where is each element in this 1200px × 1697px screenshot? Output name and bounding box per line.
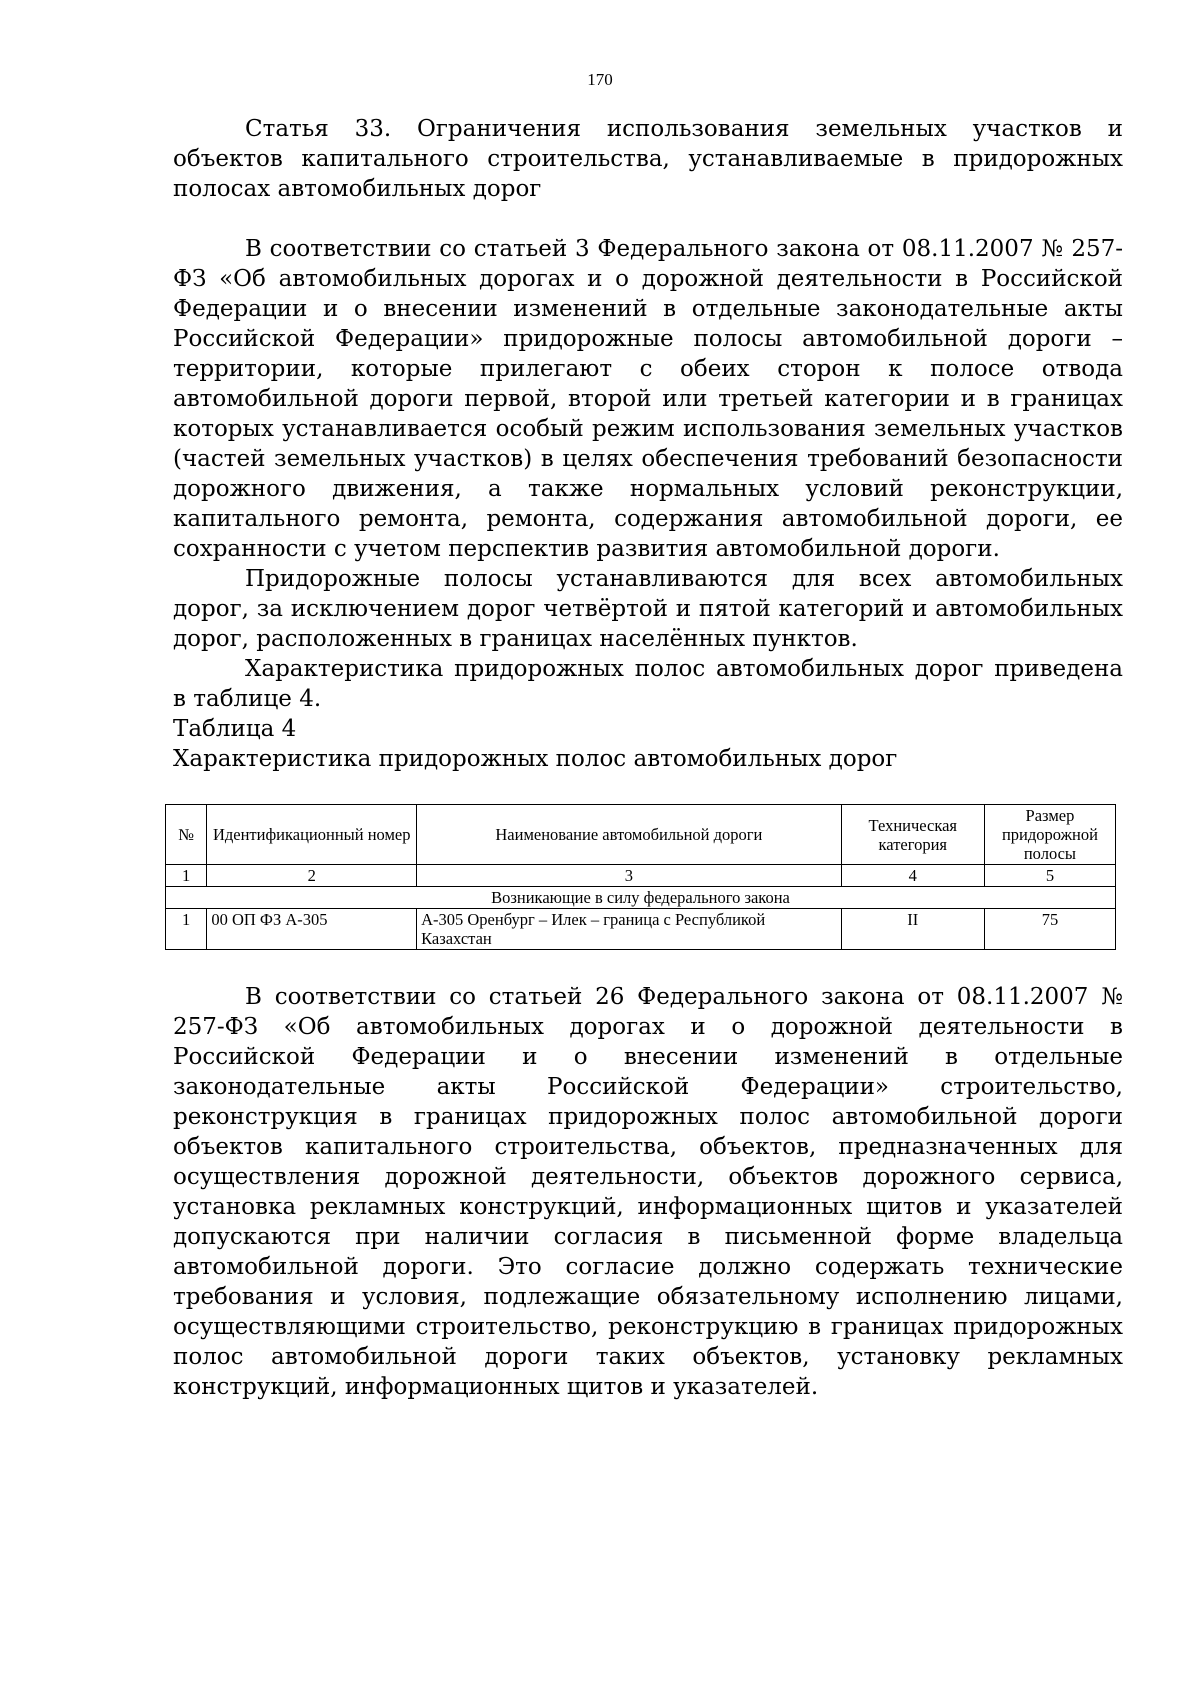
row-strip-size: 75 (984, 909, 1115, 950)
header-strip-size: Размер придорожной полосы (984, 805, 1115, 865)
row-road-name: А-305 Оренбург – Илек – граница с Республикой Казахстан (417, 909, 842, 950)
col-number: 2 (207, 865, 417, 887)
article-heading: Статья 33. Ограничения использования земельных участков и объектов капитального строительства, устанавливаемые в придорожных полосах автомобильных дорог (173, 116, 1123, 202)
road-table (165, 804, 1116, 950)
header-number: № (166, 805, 207, 865)
paragraph-2: Придорожные полосы устанавливаются для всех автомобильных дорог, за исключением дорог четвёртой и пятой категорий и автомобильных дорог, расположенных в границах населённых пунктов. (173, 566, 1123, 652)
header-id: Идентификационный номер (207, 805, 417, 865)
col-number: 5 (984, 865, 1115, 887)
table-col-number-row (166, 865, 1116, 887)
paragraph-3: Характеристика придорожных полос автомобильных дорог приведена в таблице 4. (173, 656, 1123, 712)
table-label: Таблица 4 (173, 716, 297, 742)
row-number: 1 (166, 909, 207, 950)
table-title: Характеристика придорожных полос автомобильных дорог (173, 746, 898, 772)
row-category: II (841, 909, 984, 950)
header-road-name: Наименование автомобильной дороги (417, 805, 842, 865)
col-number: 4 (841, 865, 984, 887)
paragraph-1: В соответствии со статьей 3 Федерального закона от 08.11.2007 № 257-ФЗ «Об автомобильных дорогах и о дорожной деятельности в Российской Федерации и о внесении изменений в отдельные законодательные акты Российской Федерации» придорожные полосы автомобильной дороги – территории, которые прилегают с обеих сторон к полосе отвода автомобильной дороги первой, второй или третьей категории и в границах которых устанавливается особый режим использования земельных участков (частей земельных участков) в целях обеспечения требований безопасности дорожного движения, а также нормальных условий реконструкции, капитального ремонта, ремонта, содержания автомобильной дороги, ее сохранности с учетом перспектив развития автомобильной дороги. (173, 236, 1123, 562)
closing-paragraph: В соответствии со статьей 26 Федерального закона от 08.11.2007 № 257-ФЗ «Об автомобильных дорогах и о дорожной деятельности в Российской Федерации и о внесении изменений в отдельные законодательные акты Российской Федерации» строительство, реконструкция в границах придорожных полос автомобильной дороги объектов капитального строительства, объектов, предназначенных для осуществления дорожной деятельности, объектов дорожного сервиса, установка рекламных конструкций, информационных щитов и указателей допускаются при наличии согласия в письменной форме владельца автомобильной дороги. Это согласие должно содержать технические требования и условия, подлежащие обязательному исполнению лицами, осуществляющими строительство, реконструкцию в границах придорожных полос автомобильной дороги таких объектов, установку рекламных конструкций, информационных щитов и указателей. (173, 984, 1123, 1400)
document-body (173, 114, 1123, 1402)
row-id: 00 ОП ФЗ А-305 (207, 909, 417, 950)
col-number: 1 (166, 865, 207, 887)
page-number: 170 (587, 70, 613, 89)
header-category: Техническая категория (841, 805, 984, 865)
table-group-row (166, 887, 1116, 909)
col-number: 3 (417, 865, 842, 887)
table-row (166, 909, 1116, 950)
table-header-row (166, 805, 1116, 865)
group-label: Возникающие в силу федерального закона (166, 887, 1116, 909)
